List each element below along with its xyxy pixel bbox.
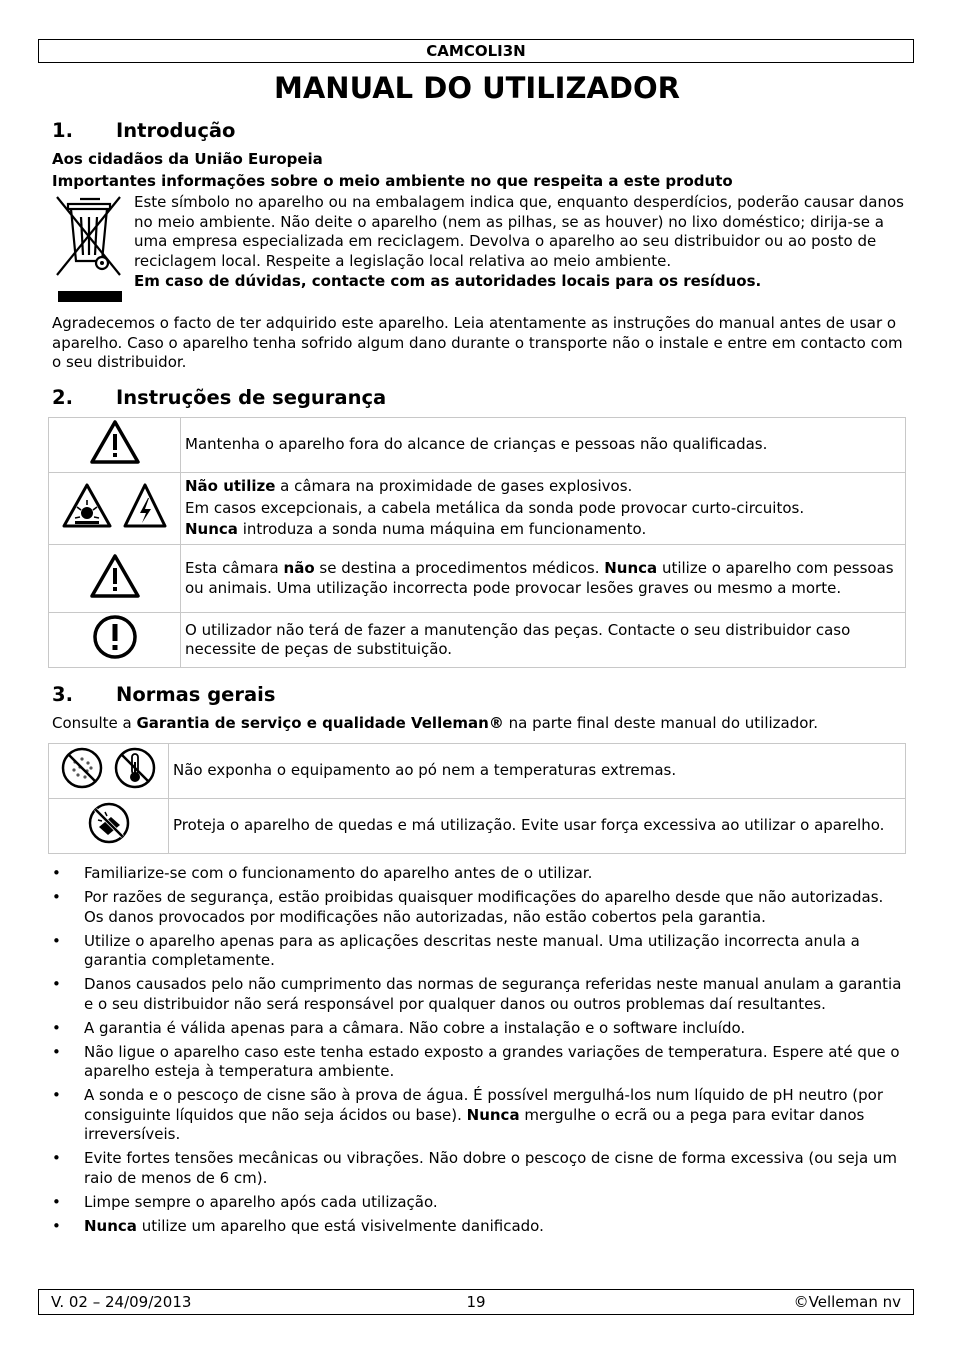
safety-text-cell [181,613,906,668]
emphasis: não [283,559,315,577]
list-item: • Por razões de segurança, estão proibidas quaisquer modificações do aparelho desde que não autorizadas. Os danos provocados por modificações não autorizadas, não estão cobertos pela garantia. [52,888,904,927]
footer-copyright: ©Velleman nv [793,1293,901,1311]
text-span: Esta câmara [185,559,284,577]
emphasis: Não utilize [185,477,276,496]
safety-icon-cell [49,545,181,613]
warning-triangle-icon [89,553,141,599]
section-title: Instruções de segurança [116,386,387,409]
text-span: na parte final deste manual do utilizador. [503,714,818,732]
warranty-title: Garantia de serviço e qualidade Velleman® [136,714,504,732]
section-title: Normas gerais [116,683,276,706]
general-text: Não exponha o equipamento ao pó nem a temperaturas extremas. [173,761,677,780]
safety-text-cell [181,418,906,473]
list-item: • Danos causados pelo não cumprimento das normas de segurança referidas neste manual anulam a garantia e o seu distribuidor não será responsável por qualquer danos ou outros problemas daí resultantes. [52,975,904,1014]
environment-subtitle: Importantes informações sobre o meio ambiente no que respeita a este produto [52,172,733,190]
safety-icon-cell [49,473,181,545]
text-span: utilize um aparelho que está visivelmente danificado. [136,1216,544,1235]
no-drop-icon [87,801,131,845]
safety-row [49,613,906,668]
emphasis: Nunca [185,520,238,539]
no-dust-icon [60,746,104,790]
text-span: mergulhe o ecrã ou a pega para evitar danos irreversíveis. [84,1105,865,1143]
emphasis: Nunca [466,1105,520,1124]
section-number: 1. [52,119,73,142]
safety-text [185,559,901,598]
section-3-heading [52,683,275,707]
text-span: utilize o aparelho com pessoas ou animais. Uma utilização incorrecta pode provocar lesões graves ou mesmo a morte. [185,559,894,597]
list-item: • Utilize o aparelho apenas para as aplicações descritas neste manual. Uma utilização incorrecta anula a garantia completamente. [52,932,904,971]
emphasis: Nunca [604,559,658,577]
electric-shock-icon [122,482,168,530]
section-title: Introdução [116,119,236,142]
general-text: Proteja o aparelho de quedas e má utilização. Evite usar força excessiva ao utilizar o aparelho. [173,816,885,835]
section-2-heading [52,386,386,410]
footer-page-number: 19 [466,1293,486,1311]
text-span: introduza a sonda numa máquina em funcionamento. [237,520,647,539]
text-span: a câmara na proximidade de gases explosivos. [275,477,633,496]
text-span: A sonda e o pescoço de cisne são à prova de água. É possível mergulhá-los num líquido de pH neutro (por consiguinte líquidos que não seja ácidos ou base). [84,1086,883,1124]
list-item: • Familiarize-se com o funcionamento do aparelho antes de o utilizar. [52,864,904,884]
safety-text [185,477,901,497]
safety-row [49,418,906,473]
list-item [52,1217,904,1237]
safety-text-cell [181,545,906,613]
safety-text: O utilizador não terá de fazer a manutenção das peças. Contacte o seu distribuidor caso necessite de peças de substituição. [185,620,851,658]
emphasis: Nunca [84,1216,137,1235]
section-number: 3. [52,683,73,706]
list-item: • Não ligue o aparelho caso este tenha estado exposto a grandes variações de temperatura. Espere até que o aparelho esteja à temperatura ambiente. [52,1043,904,1082]
explosive-hazard-icon [61,482,113,530]
caution-circle-icon [92,614,138,660]
safety-row [49,473,906,545]
list-item: • Limpe sempre o aparelho após cada utilização. [52,1193,904,1213]
safety-text: Mantenha o aparelho fora do alcance de crianças e pessoas não qualificadas. [185,435,768,454]
footer-version: V. 02 – 24/09/2013 [51,1293,192,1311]
eu-citizens-subtitle: Aos cidadãos da União Europeia [52,150,323,168]
general-guidelines-list [52,864,904,1241]
safety-row [49,545,906,613]
weee-contact-note: Em caso de dúvidas, contacte com as autoridades locais para os resíduos. [134,272,762,290]
safety-icon-cell [49,418,181,473]
general-text-cell [169,744,906,799]
thanks-paragraph: Agradecemos o facto de ter adquirido este aparelho. Leia atentamente as instruções do manual antes de usar o aparelho. Caso o aparelho tenha sofrido algum dano durante o transporte não o instale e entre em contacto com o seu distribuidor. [52,314,903,371]
list-item [52,1086,904,1145]
safety-text [185,520,901,540]
weee-notice [134,193,904,292]
general-icon-cell [49,799,169,854]
general-row [49,744,906,799]
weee-bin-icon [54,195,124,305]
section-number: 2. [52,386,73,409]
general-text-cell [169,799,906,854]
list-item: • A garantia é válida apenas para a câmara. Não cobre a instalação e o software incluído. [52,1019,904,1039]
warning-triangle-icon [89,419,141,465]
safety-icon-cell [49,613,181,668]
safety-text: Em casos excepcionais, a cabela metálica da sonda pode provocar curto-circuitos. [185,498,805,517]
page-footer [38,1289,914,1315]
warranty-reference [52,714,904,734]
general-row [49,799,906,854]
document-title: MANUAL DO UTILIZADOR [274,71,680,105]
weee-description: Este símbolo no aparelho ou na embalagem indica que, enquanto desperdícios, poderão causar danos no meio ambiente. Não deite o aparelho (nem as pilhas, se as houver) no lixo doméstico; dirija-se a uma empresa especializada em reciclagem. Devolva o aparelho ao seu distribuidor ou ao posto de reciclagem local. Respeite a legislação local relativa ao meio ambiente. [134,193,904,270]
list-item: • Evite fortes tensões mecânicas ou vibrações. Não dobre o pescoço de cisne de forma excessiva (ou seja um raio de menos de 6 cm). [52,1149,904,1188]
general-icon-cell [49,744,169,799]
no-extreme-temperature-icon [113,746,157,790]
text-span: Consulte a [52,714,137,732]
text-span: se destina a procedimentos médicos. [314,559,605,577]
general-table [48,743,906,854]
section-1-heading [52,119,235,143]
safety-text-cell [181,473,906,545]
safety-table [48,417,906,668]
header-model: CAMCOLI3N [38,39,914,63]
